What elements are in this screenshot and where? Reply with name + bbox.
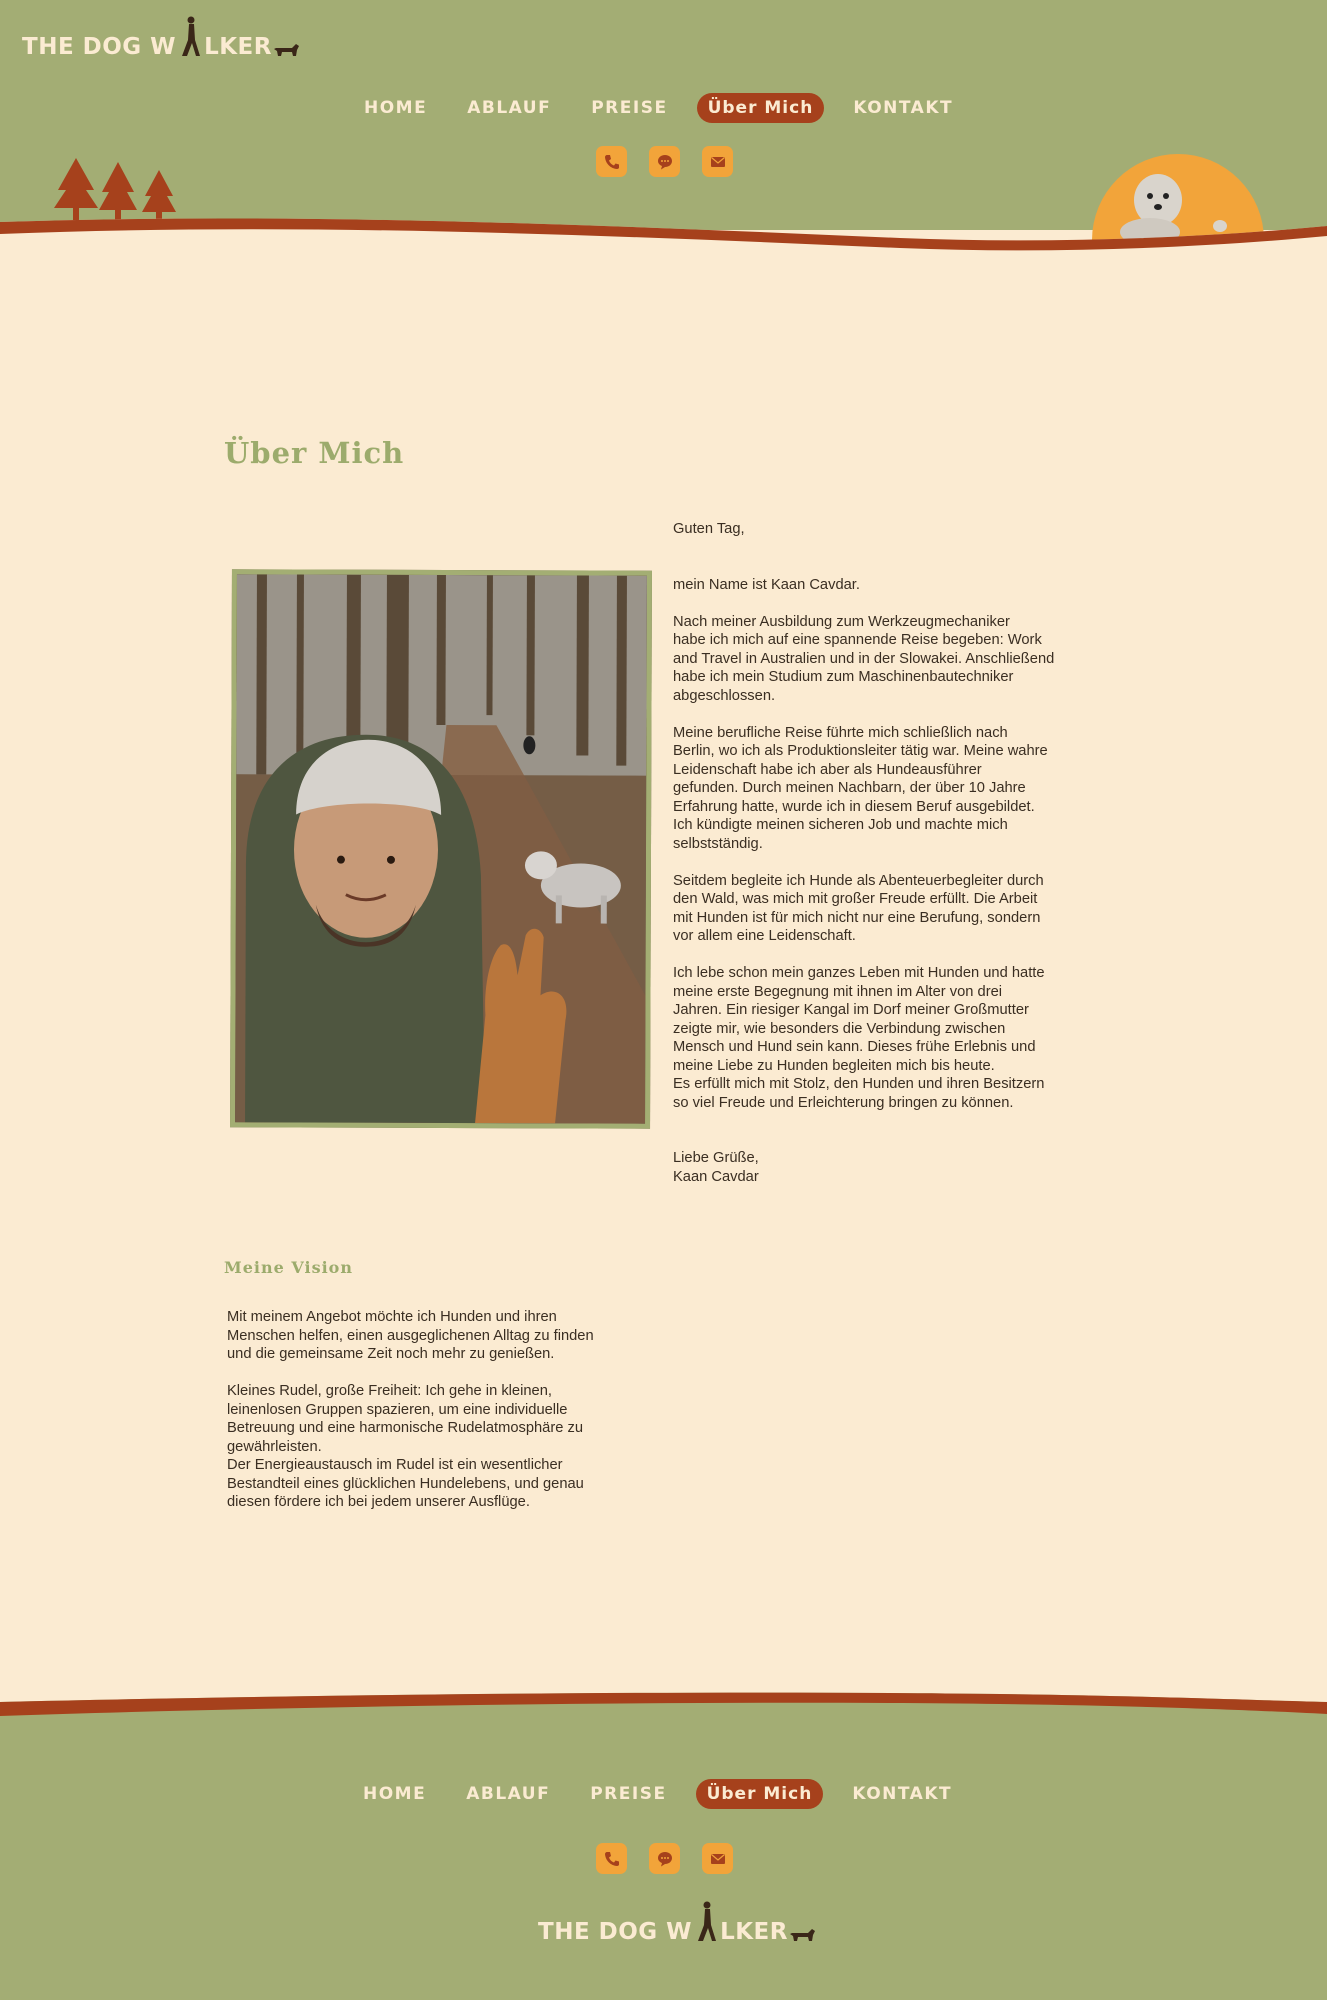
footer-nav-home[interactable]: HOME — [363, 1784, 427, 1804]
footer-nav — [352, 1779, 981, 1809]
forest-selfie-illustration — [235, 574, 647, 1123]
letter-paragraph-4: Ich lebe schon mein ganzes Leben mit Hunden und hatte meine erste Begegnung mit ihnen im Alter von drei Jahren. Ein riesiger Kangal im Dorf meiner Großmutter zeigte mir, wie besonders die Verbindung zwischen Mensch und Hund sein kann. Dieses frühe Erlebnis und meine Liebe zu Hunden begleiten mich bis heute. Es erfüllt mich mit Stolz, den Hunden und ihren Besitzern so viel Freude und Erleichterung bringen zu können. — [673, 965, 1045, 1111]
footer-logo[interactable] — [538, 1901, 816, 1945]
chat-icon[interactable] — [649, 146, 680, 177]
chat-icon[interactable] — [649, 1843, 680, 1874]
contact-icons — [596, 146, 733, 177]
profile-photo — [230, 569, 652, 1128]
letter-closing: Liebe Grüße, Kaan Cavdar — [673, 1150, 759, 1185]
main-nav — [353, 93, 982, 123]
dog-icon — [790, 1927, 816, 1943]
footer-nav-kontakt[interactable]: KONTAKT — [852, 1784, 953, 1804]
mail-icon[interactable] — [702, 146, 733, 177]
letter-paragraph-1: Nach meiner Ausbildung zum Werkzeugmechaniker habe ich mich auf eine spannende Reise begeben: Work and Travel in Australien und in der Slowakei. Anschließend habe ich mein Studium zum Maschinenbautechniker abgeschlossen. — [673, 613, 1055, 704]
footer-nav-preise[interactable]: PREISE — [590, 1784, 667, 1804]
vision-paragraph-1: Mit meinem Angebot möchte ich Hunden und ihren Menschen helfen, einen ausgeglichenen Alltag zu finden und die gemeinsame Zeit noch mehr zu genießen. — [227, 1309, 594, 1362]
footer-nav-ueber-mich[interactable]: Über Mich — [696, 1779, 824, 1809]
phone-icon[interactable] — [596, 146, 627, 177]
walker-icon — [177, 16, 203, 60]
site-header — [0, 0, 1327, 255]
page-title: Über Mich — [224, 436, 405, 470]
vision-paragraph-2: Kleines Rudel, große Freiheit: Ich gehe in kleinen, leinenlosen Gruppen spazieren, um eine individuelle Betreuung und eine harmonische Rudelatmosphäre zu gewährleisten. Der Energieaustausch im Rudel ist ein wesentlicher Bestandteil eines glücklichen Hundelebens, und genau diesen fördere ich bei jedem unserer Ausflüge. — [227, 1383, 584, 1510]
logo-text-part2: LKER — [204, 34, 272, 60]
letter-greeting: Guten Tag, — [673, 521, 745, 537]
mail-icon[interactable] — [702, 1843, 733, 1874]
nav-ueber-mich[interactable]: Über Mich — [697, 93, 825, 123]
logo-text-part1: THE DOG W — [22, 34, 177, 60]
letter-paragraph-3: Seitdem begleite ich Hunde als Abenteuerbegleiter durch den Wald, was mich mit großer Freude erfüllt. Die Arbeit mit Hunden ist für mich nicht nur eine Berufung, sondern vor allem eine Leidenschaft. — [673, 872, 1044, 944]
phone-icon[interactable] — [596, 1843, 627, 1874]
dog-icon — [274, 42, 300, 58]
about-letter — [673, 520, 1113, 1205]
nav-ablauf[interactable]: ABLAUF — [467, 98, 552, 118]
footer-nav-ablauf[interactable]: ABLAUF — [466, 1784, 551, 1804]
letter-intro: mein Name ist Kaan Cavdar. — [673, 576, 860, 593]
site-logo[interactable] — [22, 16, 300, 60]
walker-icon — [693, 1901, 719, 1945]
nav-home[interactable]: HOME — [364, 98, 428, 118]
nav-preise[interactable]: PREISE — [591, 98, 668, 118]
vision-text — [227, 1308, 657, 1530]
vision-title: Meine Vision — [224, 1258, 353, 1277]
logo-text-part1: THE DOG W — [538, 1919, 693, 1945]
logo-text-part2: LKER — [720, 1919, 788, 1945]
nav-kontakt[interactable]: KONTAKT — [853, 98, 954, 118]
footer-contact-icons — [596, 1843, 733, 1874]
letter-paragraph-2: Meine berufliche Reise führte mich schließlich nach Berlin, wo ich als Produktionsleiter tätig war. Meine wahre Leidenschaft habe ich aber als Hundeausführer gefunden. Durch meinen Nachbarn, der über 10 Jahre Erfahrung hatte, wurde ich in diesem Beruf ausgebildet. Ich kündigte meinen sicheren Job und machte mich selbstständig. — [673, 724, 1048, 852]
